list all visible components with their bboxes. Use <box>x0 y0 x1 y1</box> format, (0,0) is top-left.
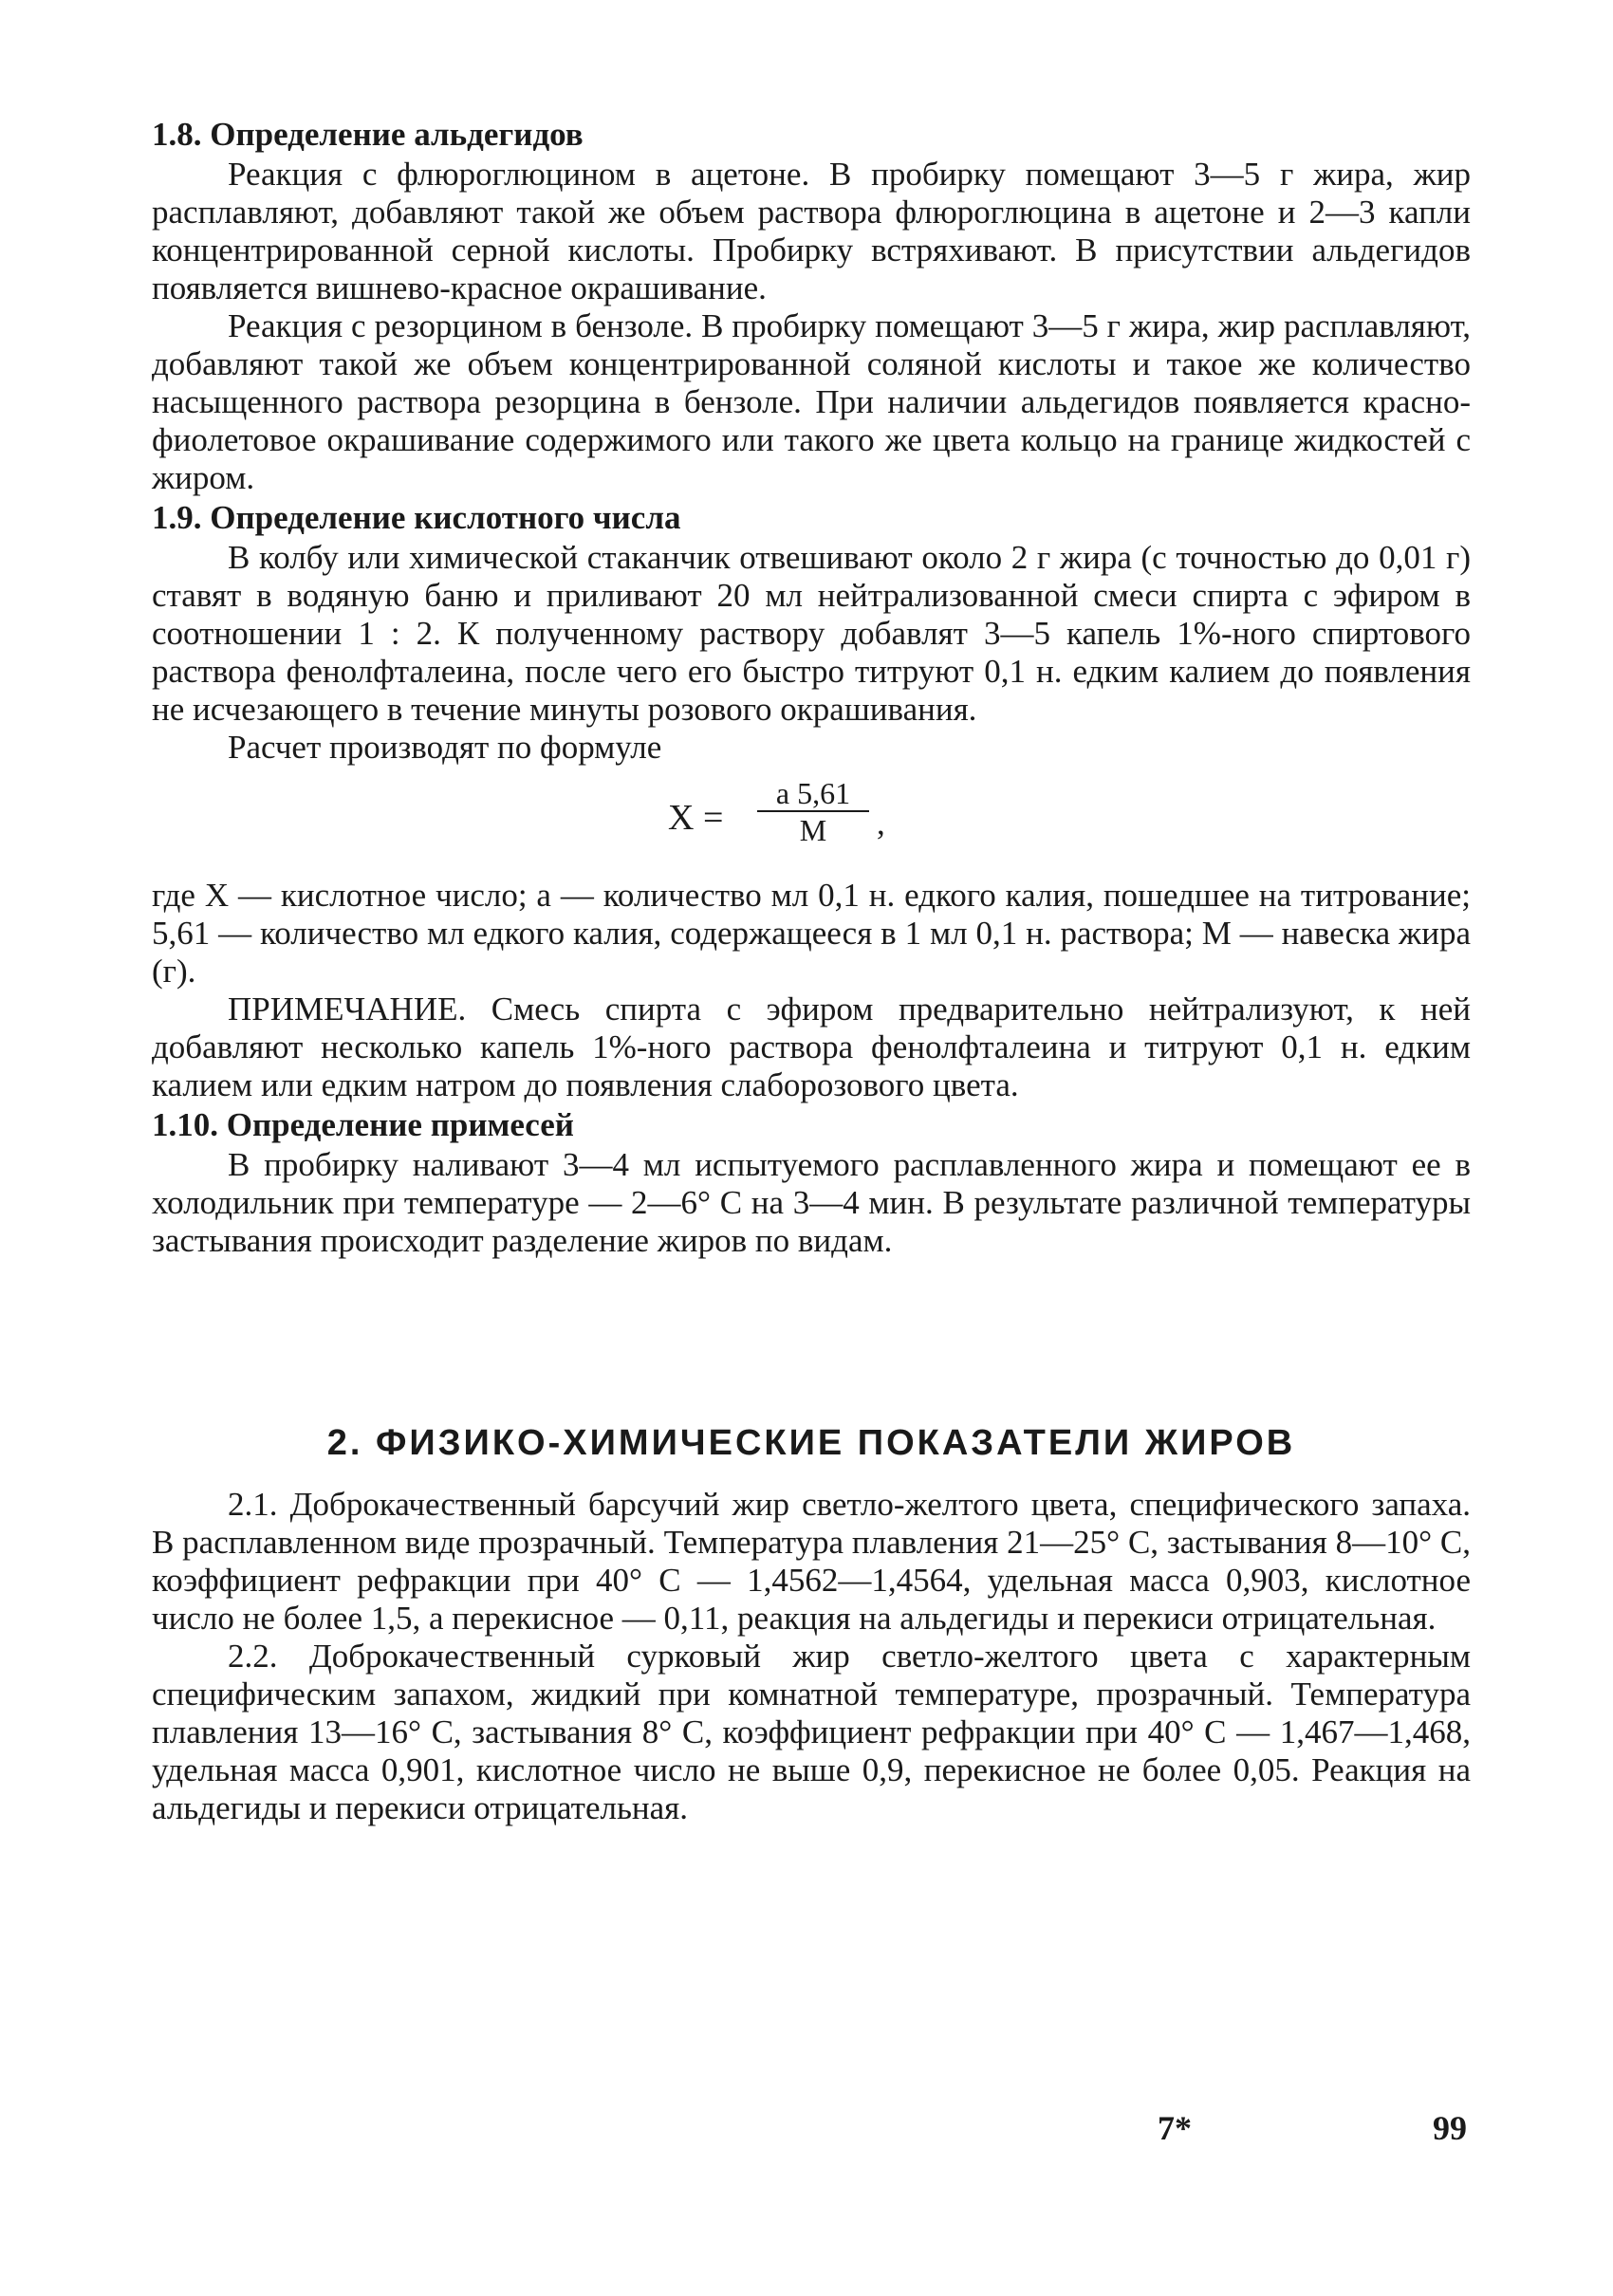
paragraph-impurities: В пробирку наливают 3—4 мл испытуемого расплавленного жира и помещают ее в холодильник при температуре — 2—6° С на 3—4 мин. В результате различной температуры застывания происходит разделение жиров по видам. <box>152 1146 1471 1259</box>
paragraph-marmot-fat: 2.2. Доброкачественный сурковый жир светло-желтого цвета с характерным специфическим запахом, жидкий при комнатной температуре, прозрачный. Температура плавления 13—16° С, застывания 8° С, коэффициент рефракции при 40° С — 1,467—1,468, удельная масса 0,901, кислотное число не выше 0,9, перекисное не более 0,05. Реакция на альдегиды и перекиси отрицательная. <box>152 1638 1471 1826</box>
formula-comma: , <box>877 805 885 842</box>
section-heading-1-10: 1.10. Определение примесей <box>152 1106 574 1143</box>
acid-number-formula <box>152 776 1471 863</box>
section-gap <box>152 1260 1471 1419</box>
section-heading-1-8: 1.8. Определение альдегидов <box>152 116 584 153</box>
paragraph-formula-legend: где X — кислотное число; а — количество мл 0,1 н. едкого калия, пошедшее на титрование; 5,61 — количество мл едкого калия, содержащееся в 1 мл 0,1 н. раствора; M — навеска жира (г). <box>152 877 1471 990</box>
signature-mark: 7* <box>1158 2109 1192 2147</box>
formula-numerator: a 5,61 <box>757 776 869 812</box>
page-footer <box>0 2108 1613 2156</box>
page-content <box>152 114 1471 1827</box>
paragraph-acid-number-method: В колбу или химической стаканчик отвешивают около 2 г жира (с точностью до 0,01 г) ставят в водяную баню и приливают 20 мл нейтрализованной смеси спирта с эфиром в соотношении 1 : 2. К полученному раствору добавлят 3—5 капель 1%-ного спиртового раствора фенолфталеина, после чего его быстро титруют 0,1 н. едким калием до появления не исчезающего в течение минуты розового окрашивания. <box>152 539 1471 728</box>
page-number: 99 <box>1433 2109 1467 2147</box>
paragraph-resorcinol-reaction: Реакция с резорцином в бензоле. В пробирку помещают 3—5 г жира, жир расплавляют, добавляют такой же объем концентрированной соляной кислоты и такое же количество насыщенного раствора резорцина в бензоле. При наличии альдегидов появляется красно-фиолетовое окрашивание содержимого или такого же цвета кольцо на границе жидкостей с жиром. <box>152 307 1471 496</box>
formula-lhs: X = <box>668 798 724 838</box>
paragraph-badger-fat: 2.1. Доброкачественный барсучий жир светло-желтого цвета, специфического запаха. В расплавленном виде прозрачный. Температура плавления 21—25° С, застывания 8—10° С, коэффициент рефракции при 40° С — 1,4562—1,4564, удельная масса 0,903, кислотное число не более 1,5, а перекисное — 0,11, реакция на альдегиды и перекиси отрицательная. <box>152 1486 1471 1637</box>
formula-denominator: M <box>799 813 827 847</box>
paragraph-phloroglucinol-reaction: Реакция с флюроглюцином в ацетоне. В пробирку помещают 3—5 г жира, жир расплавляют, добавляют такой же объем раствора флюроглюцина в ацетоне и 2—3 капли концентрированной серной кислоты. Пробирку встряхивают. В присутствии альдегидов появляется вишнево-красное окрашивание. <box>152 156 1471 306</box>
paragraph-note: ПРИМЕЧАНИЕ. Смесь спирта с эфиром предварительно нейтрализуют, к ней добавляют несколько капель 1%-ного раствора фенолфталеина и титруют 0,1 н. едким калием или едким натром до появления слаборозового цвета. <box>152 991 1471 1103</box>
section-heading-1-9: 1.9. Определение кислотного числа <box>152 499 681 536</box>
paragraph-formula-intro: Расчет производят по формуле <box>228 729 662 766</box>
formula-fraction <box>757 776 869 848</box>
section-title-2: 2. ФИЗИКО-ХИМИЧЕСКИЕ ПОКАЗАТЕЛИ ЖИРОВ <box>326 1423 1296 1463</box>
